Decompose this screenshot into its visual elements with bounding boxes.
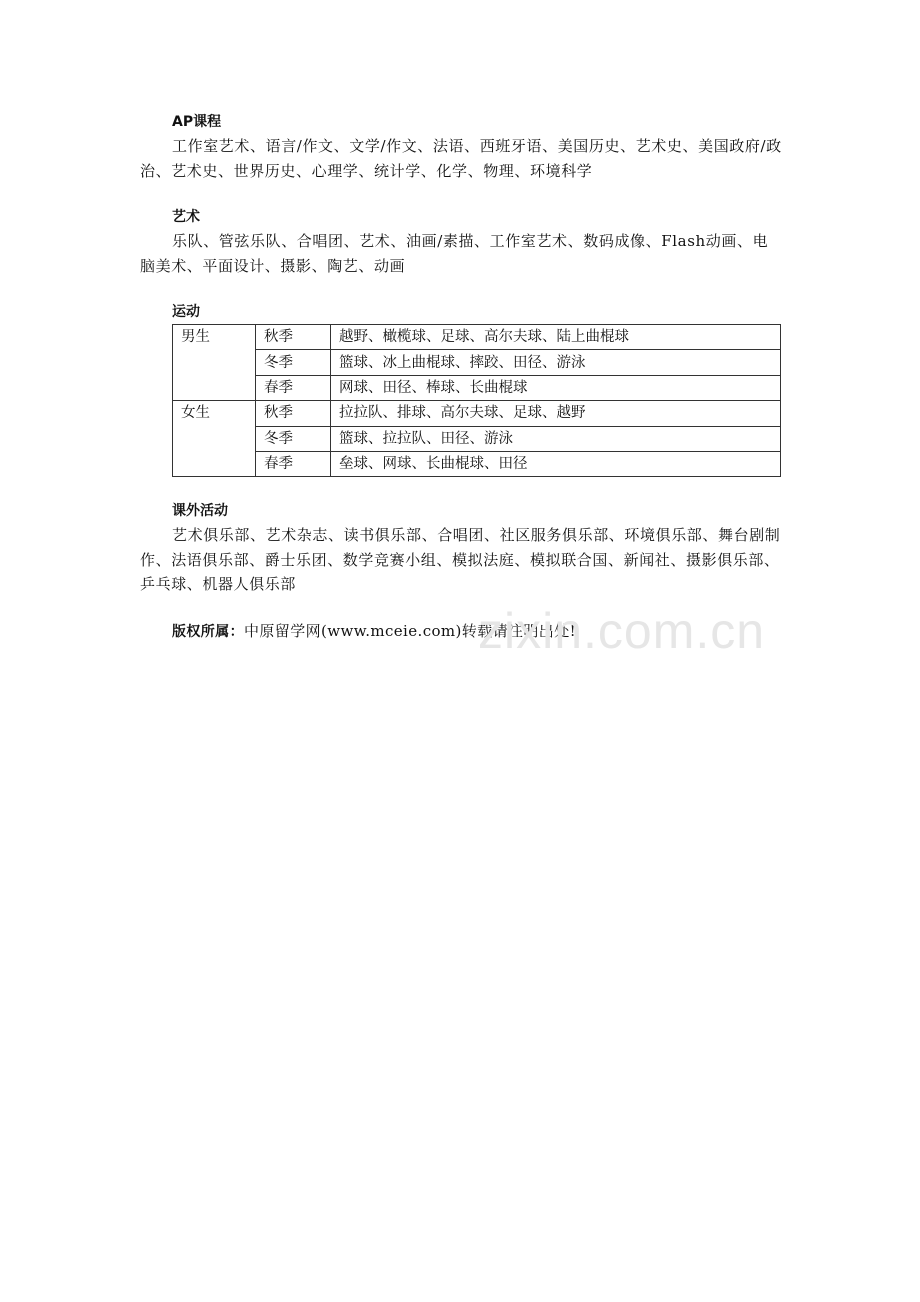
boys-label: 男生	[173, 325, 256, 401]
copyright-label: 版权所属：	[172, 623, 244, 640]
arts-list: 乐队、管弦乐队、合唱团、艺术、油画/素描、工作室艺术、数码成像、Flash动画、电脑美术、平面设计、摄影、陶艺、动画	[140, 232, 769, 275]
ap-course-list: 工作室艺术、语言/作文、文学/作文、法语、西班牙语、美国历史、艺术史、美国政府/政治、艺术史、世界历史、心理学、统计学、化学、物理、环境科学	[140, 137, 782, 180]
ap-section	[140, 110, 782, 183]
season-cell: 春季	[256, 375, 331, 400]
table-row	[173, 325, 781, 350]
season-cell: 冬季	[256, 350, 331, 375]
extracurricular-section	[140, 499, 782, 597]
sports-cell: 网球、田径、棒球、长曲棍球	[331, 375, 781, 400]
arts-section	[140, 205, 782, 278]
sports-section	[140, 300, 782, 477]
watermark: zixin.com.cn	[478, 603, 766, 659]
sports-cell: 拉拉队、排球、高尔夫球、足球、越野	[331, 401, 781, 426]
sports-cell: 篮球、拉拉队、田径、游泳	[331, 426, 781, 451]
sports-table	[172, 324, 781, 477]
table-row	[173, 451, 781, 476]
sports-cell: 垒球、网球、长曲棍球、田径	[331, 451, 781, 476]
sports-cell: 篮球、冰上曲棍球、摔跤、田径、游泳	[331, 350, 781, 375]
arts-heading: 艺术	[172, 209, 200, 225]
extracurricular-heading: 课外活动	[172, 503, 228, 520]
table-row	[173, 401, 781, 426]
girls-label: 女生	[173, 401, 256, 477]
season-cell: 秋季	[256, 401, 331, 426]
document-body	[140, 110, 782, 644]
ap-heading: AP课程	[172, 114, 222, 130]
extracurricular-list: 艺术俱乐部、艺术杂志、读书俱乐部、合唱团、社区服务俱乐部、环境俱乐部、舞台剧制作、法语俱乐部、爵士乐团、数学竞赛小组、模拟法庭、模拟联合国、新闻社、摄影俱乐部、乒乓球、机器人俱乐部	[140, 526, 781, 594]
sports-heading: 运动	[172, 304, 200, 320]
table-row	[173, 350, 781, 375]
season-cell: 秋季	[256, 325, 331, 350]
season-cell: 冬季	[256, 426, 331, 451]
season-cell: 春季	[256, 451, 331, 476]
copyright-line	[140, 619, 782, 644]
copyright-text: 中原留学网(www.mceie.com)转载请注明出处!	[244, 621, 577, 640]
table-row	[173, 375, 781, 400]
sports-cell: 越野、橄榄球、足球、高尔夫球、陆上曲棍球	[331, 325, 781, 350]
table-row	[173, 426, 781, 451]
